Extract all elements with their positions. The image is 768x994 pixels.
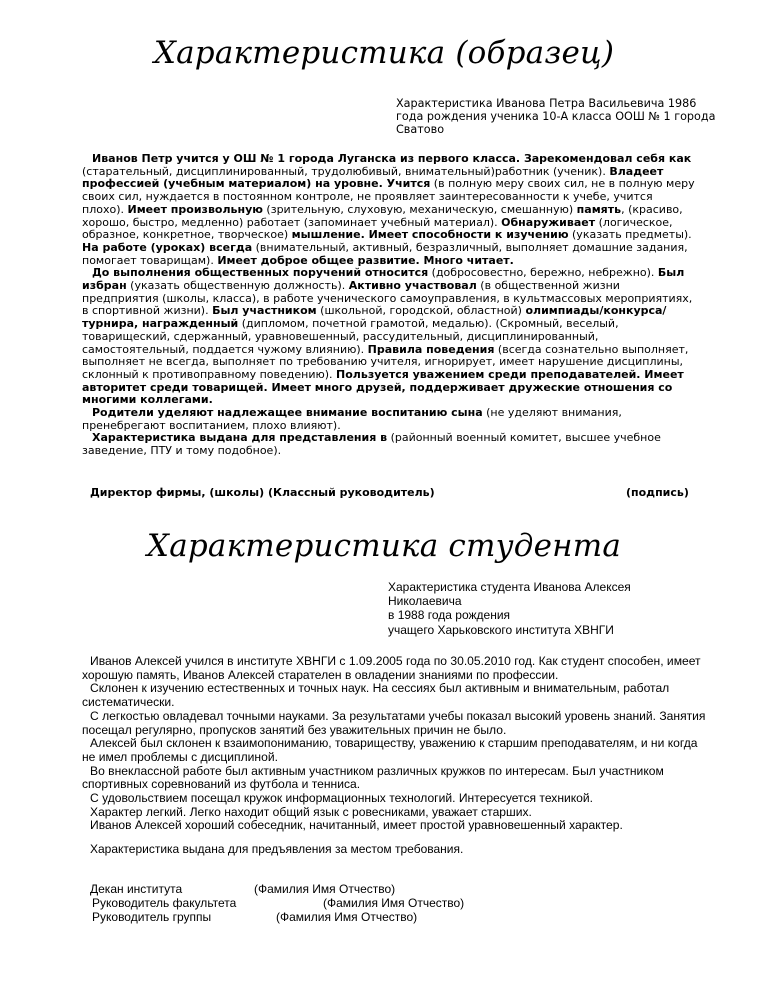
bold-text: До выполнения общественных поручений относится [92,266,429,280]
bold-text: Правила поведения [367,342,495,356]
bold-text: Имеет произвольную [127,202,263,216]
document-title-sample: Характеристика (образец) [153,35,615,71]
paragraph [82,407,698,432]
text: (добросовестно, бережно, небрежно). [428,266,658,280]
paragraph: Во внеклассной работе был активным участником различных кружков по интересам. Был участником спортивных соревнований из футбола и тенниса. [82,763,664,792]
signature-row-name: (Фамилия Имя Отчество) [323,896,465,910]
text: , (красиво, хорошо, быстро, медленно) работает (запоминает учебный материал). [82,202,683,229]
bold-text: мышление. Имеет способности к изучению [291,228,569,242]
signature-role-label: Директор фирмы, (школы) (Классный руководитель) [90,486,435,499]
header-line: в 1988 года рождения [388,608,511,623]
paragraph [82,267,698,407]
text: (логическое, образное, конкретное, творческое) [82,215,673,242]
header-line: учащего Харьковского института ХВНГИ [388,622,614,637]
text: (в общественной жизни предприятия (школы, класса), в работе ученического самоуправления, в культмассовых мероприятиях, в спортивной жизни). [82,279,693,318]
bold-text: Обнаруживает [501,215,596,229]
paragraph [82,432,698,457]
bold-text: На работе (уроках) всегда [82,240,253,254]
bold-text: Родители уделяют надлежащее внимание воспитанию сына [92,406,483,420]
header-line: Характеристика студента Иванова Алексея [388,580,631,594]
signature-row-role: Декан института [90,882,183,896]
body-pupil-characteristic [82,153,698,458]
paragraph: Склонен к изучению естественных и точных наук. На сессиях был активным и внимательным, работал систематически. [82,681,670,710]
paragraph [82,153,698,267]
signature-row-role: Руководитель группы [92,910,212,924]
bold-text: Владеет профессией (учебным материалом) на уровне. Учится [82,164,664,191]
paragraph: Иванов Алексей хороший собеседник, начитанный, имеет простой уравновешенный характер. [90,818,623,833]
bold-text: Был избран [82,266,685,293]
text: (не уделяют внимания, пренебрегают воспитанием, плохо влияют). [82,406,622,432]
bold-text: Активно участвовал [348,279,477,293]
issued-for-line: Характеристика выдана для предъявления за местом требования. [90,842,464,856]
bold-text: олимпиады/конкурса/турнира, награжденный [82,304,667,331]
text: (указать общественную должность). [126,279,349,293]
text: (школьной, городской, областной) [316,304,526,318]
bold-text: Был участником [212,304,317,318]
bold-text: память [576,202,622,216]
bold-text: Иванов Петр учится у ОШ № 1 города Луганска из первого класса. Зарекомендовал себя как [92,152,692,165]
text: (старательный, дисциплинированный, трудолюбивый, внимательный)работник (ученик). [82,164,610,178]
text: (дипломом, почетной грамотой, медалью). (Скромный, веселый, товарищеский, сдержанный, уравновешенный, рассудительный, дисциплинированный, самостоятельный, поддается чужому влиянию). [82,317,619,356]
paragraph: С удовольствием посещал кружок информационных технологий. Интересуется техникой. [90,791,594,806]
text: (всегда сознательно выполняет, выполняет не всегда, выполняет по требованию учителя, игнорирует, имеет нарушение дисциплины, склонный к противоправному поведению). [82,342,689,381]
text: (в полную меру своих сил, не в полную меру своих сил, нуждается в постоянном контроле, не проявляет заинтересованности к учебе, учится плохо). [82,177,695,216]
bold-text: Пользуется уважением среди преподавателей. Имеет авторитет среди товарищей. Имеет много друзей, поддерживает дружеские отношения со многими коллегами. [82,367,684,407]
text: (районный военный комитет, высшее учебное заведение, ПТУ и тому подобное). [82,431,661,458]
paragraph: Иванов Алексей учился в институте ХВНГИ с 1.09.2005 года по 30.05.2010 год. Как студент способен, имеет хорошую память, Иванов Алексей старателен в овладении знаниями по профессии. [82,654,701,682]
header-line: Николаевича [388,594,462,609]
signature-row-name: (Фамилия Имя Отчество) [254,882,396,896]
bold-text: Характеристика выдана для представления в [92,431,388,445]
signature-row-name: (Фамилия Имя Отчество) [276,910,418,924]
bold-text: Имеет доброе общее развитие. Много читает. [217,253,514,267]
text: (указать предметы). [568,228,692,242]
text: (внимательный, активный, безразличный, выполняет домашние задания, помогает товарищам). [82,240,688,267]
signature-placeholder: (подпись) [626,486,689,499]
text: (зрительную, слуховую, механическую, смешанную) [262,202,577,216]
paragraph: Алексей был склонен к взаимопониманию, товариществу, уважению к старшим преподавателям, и ни когда не имел проблемы с дисциплиной. [82,736,698,764]
body-student-characteristic [82,655,710,833]
header-block-pupil: Характеристика Иванова Петра Васильевича 1986 года рождения ученика 10-А класса ООШ № 1 города Сватово [396,97,716,137]
header-block-student [388,580,648,637]
paragraph: Характер легкий. Легко находит общий язык с ровесниками, уважает старших. [90,804,532,819]
document-title-student: Характеристика студента [146,528,622,564]
paragraph: С легкостью овладевал точными науками. За результатами учебы показал высокий уровень знаний. Занятия посещал регулярно, пропусков занятий без уважительных причин не было. [82,708,706,737]
signature-row-role: Руководитель факультета [92,896,237,910]
